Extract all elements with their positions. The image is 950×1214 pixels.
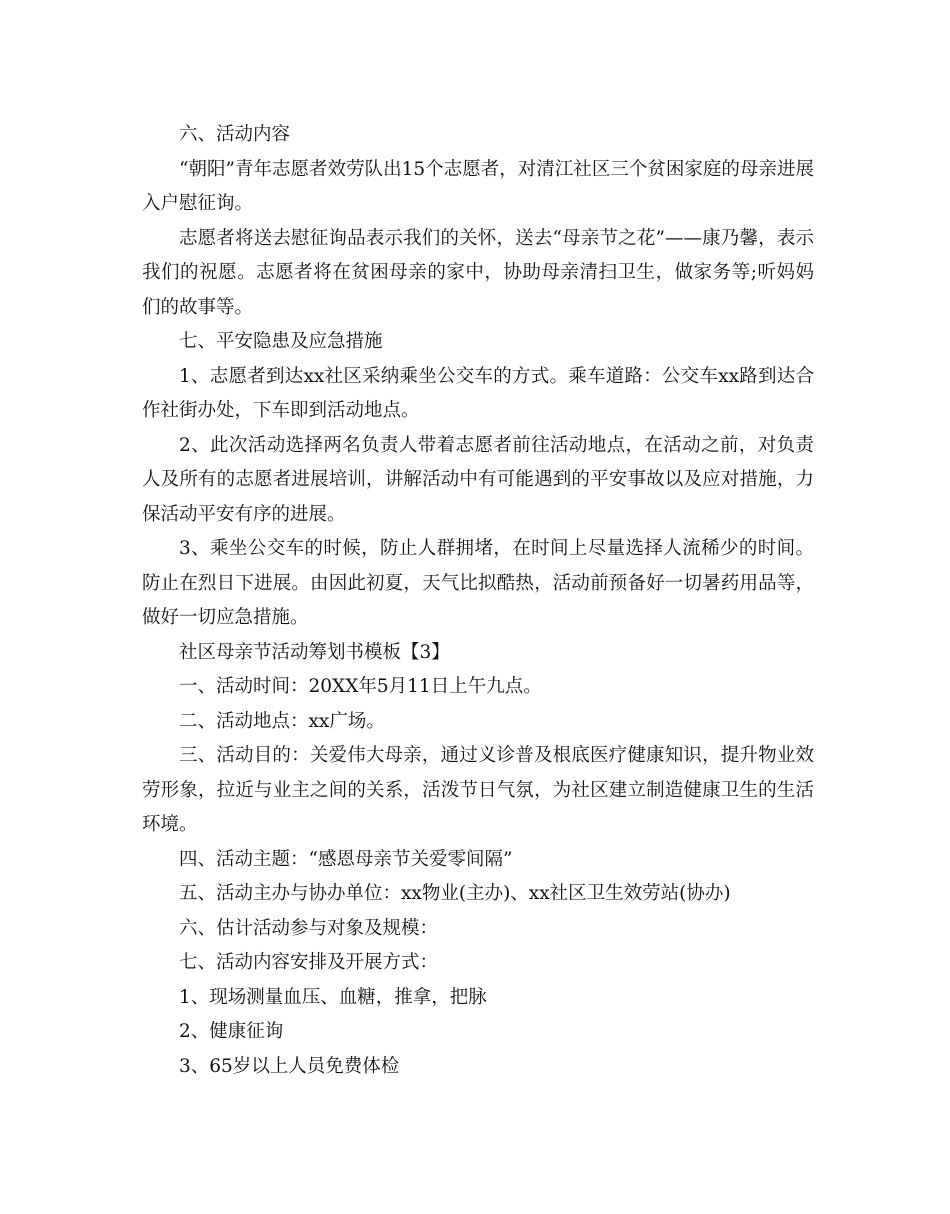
paragraph-organizers: 五、活动主办与协办单位：xx物业(主办)、xx社区卫生效劳站(协办): [179, 883, 731, 904]
paragraph-activity-location: 二、活动地点：xx广场。: [179, 710, 385, 732]
paragraph-activity-theme: 四、活动主题：“感恩母亲节关爱零间隔”: [179, 848, 513, 870]
list-item-consultation: 2、健康征询: [179, 1021, 284, 1042]
paragraph-volunteer-gifts: 志愿者将送去慰征询品表示我们的关怀，送去“母亲节之花”——康乃馨，表示我们的祝愿。志愿者将在贫困母亲的家中，协助母亲清扫卫生，做家务等;听妈妈们的故事等。: [142, 227, 814, 318]
paragraph-activity-time: 一、活动时间：20XX年5月11日上午九点。: [179, 676, 542, 697]
section-heading-safety-measures: 七、平安隐患及应急措施: [179, 331, 383, 352]
paragraph-activity-purpose: 三、活动目的：关爱伟大母亲，通过义诊普及根底医疗健康知识，提升物业效劳形象，拉近与业主之间的关系，活泼节日气氛，为社区建立制造健康卫生的生活环境。: [142, 745, 814, 835]
paragraph-participants: 六、估计活动参与对象及规模：: [179, 917, 439, 939]
paragraph-volunteer-team: “朝阳”青年志愿者效劳队出15个志愿者，对清江社区三个贫困家庭的母亲进展入户慰征询。: [142, 158, 814, 214]
template-title: 社区母亲节活动筹划书模板【3】: [179, 641, 450, 663]
paragraph-safety-item-2: 2、此次活动选择两名负责人带着志愿者前往活动地点，在活动之前，对负责人及所有的志愿者进展培训，讲解活动中有可能遇到的平安事故以及应对措施，力保活动平安有序的进展。: [142, 434, 814, 525]
document-body: [142, 118, 814, 1084]
list-item-measurement: 1、现场测量血压、血糖，推拿，把脉: [179, 986, 487, 1008]
paragraph-safety-item-1: 1、志愿者到达xx社区采纳乘坐公交车的方式。乘车道路：公交车xx路到达合作社街办处，下车即到活动地点。: [142, 365, 814, 421]
list-item-checkup: 3、65岁以上人员免费体检: [179, 1055, 400, 1077]
paragraph-arrangement: 七、活动内容安排及开展方式：: [179, 952, 439, 973]
section-heading-activity-content: 六、活动内容: [179, 124, 291, 145]
paragraph-safety-item-3: 3、乘坐公交车的时候，防止人群拥堵，在时间上尽量选择人流稀少的时间。防止在烈日下进展。由因此初夏，天气比拟酷热，活动前预备好一切暑药用品等，做好一切应急措施。: [142, 538, 814, 628]
